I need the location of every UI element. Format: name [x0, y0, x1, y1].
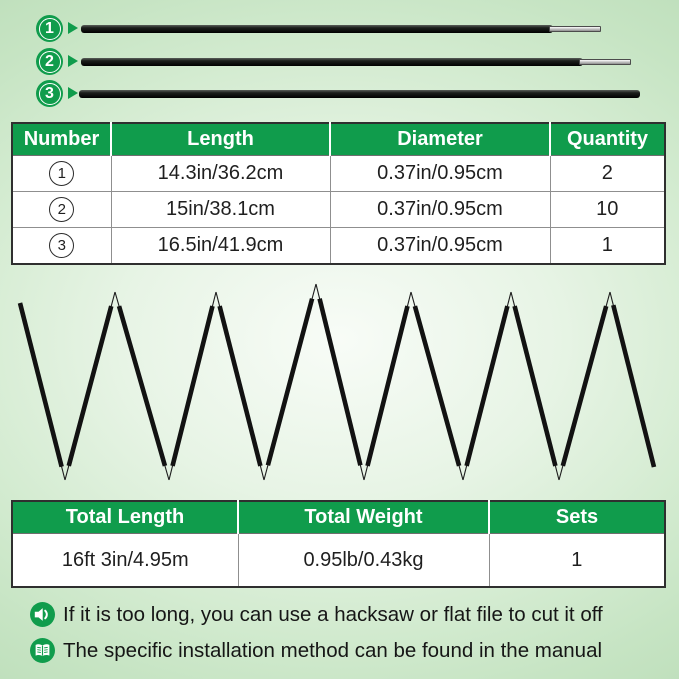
spec-table-header-row [12, 123, 665, 156]
total-weight-cell: 0.95lb/0.43kg [238, 534, 489, 588]
col-header-number: Number [12, 123, 111, 156]
note-text: If it is too long, you can use a hacksaw or flat file to cut it off [63, 602, 603, 626]
note-cutting [30, 602, 603, 627]
table-row [12, 534, 665, 588]
pole-number-badge [36, 48, 63, 75]
pole-rod [79, 90, 640, 98]
length-cell: 16.5in/41.9cm [111, 228, 330, 265]
table-row [12, 156, 665, 192]
pole-number-badge [36, 15, 63, 42]
arrow-right-icon [68, 22, 78, 34]
totals-table-header-row [12, 501, 665, 534]
pole-rod [81, 25, 553, 33]
quantity-cell: 2 [550, 156, 665, 192]
col-header-length: Length [111, 123, 330, 156]
total-length-cell: 16ft 3in/4.95m [12, 534, 238, 588]
spec-table [11, 122, 666, 265]
col-header-total-length: Total Length [12, 501, 238, 534]
length-cell: 14.3in/36.2cm [111, 156, 330, 192]
quantity-cell: 10 [550, 192, 665, 228]
diameter-cell: 0.37in/0.95cm [330, 192, 550, 228]
circled-number: 2 [49, 197, 74, 222]
pole-tip [579, 59, 631, 65]
arrow-right-icon [68, 87, 78, 99]
diameter-cell: 0.37in/0.95cm [330, 156, 550, 192]
col-header-sets: Sets [489, 501, 665, 534]
sets-cell: 1 [489, 534, 665, 588]
length-cell: 15in/38.1cm [111, 192, 330, 228]
circled-number: 3 [49, 233, 74, 258]
note-manual [30, 638, 602, 663]
table-row [12, 192, 665, 228]
pole-number: 2 [45, 52, 54, 70]
table-row [12, 228, 665, 265]
arrow-right-icon [68, 55, 78, 67]
note-text: The specific installation method can be found in the manual [63, 638, 603, 662]
col-header-diameter: Diameter [330, 123, 550, 156]
pole-rod [81, 58, 583, 66]
pole-number-badge [36, 80, 63, 107]
pole-tip [549, 26, 601, 32]
pole-number: 1 [45, 19, 54, 37]
col-header-total-weight: Total Weight [238, 501, 489, 534]
col-header-quantity: Quantity [550, 123, 665, 156]
speaker-icon [30, 602, 55, 627]
circled-number: 1 [49, 161, 74, 186]
open-book-icon [30, 638, 55, 663]
pole-number: 3 [45, 84, 54, 102]
totals-table [11, 500, 666, 588]
quantity-cell: 1 [550, 228, 665, 265]
diameter-cell: 0.37in/0.95cm [330, 228, 550, 265]
